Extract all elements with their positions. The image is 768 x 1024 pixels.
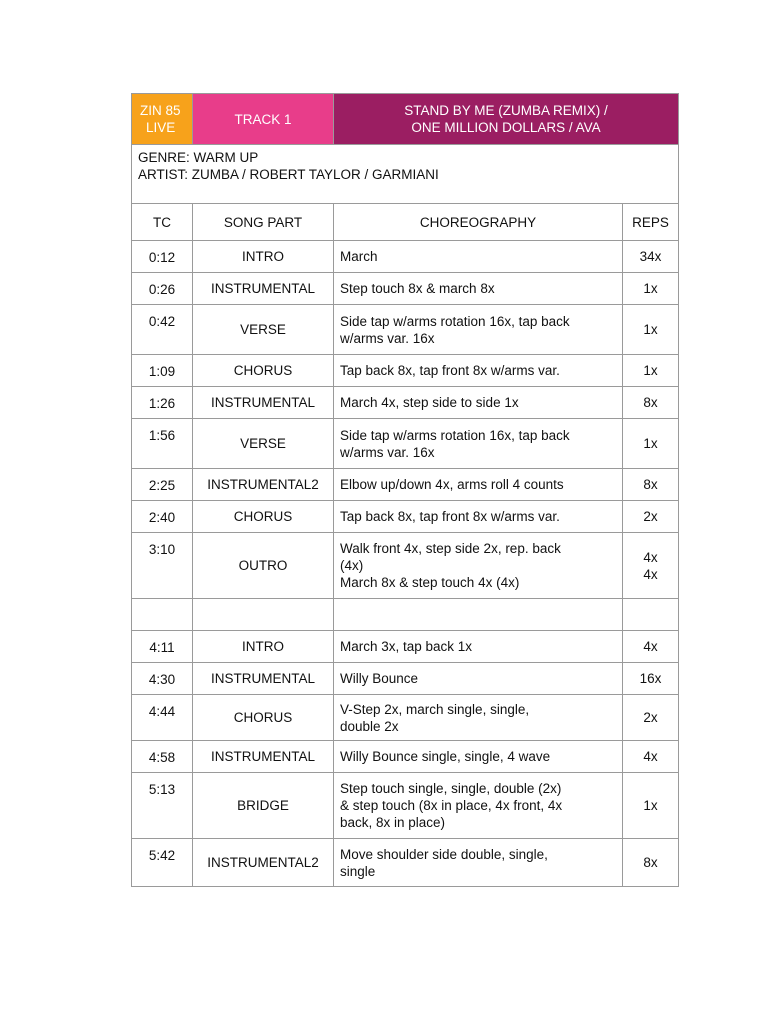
track-label: TRACK 1 <box>193 94 334 145</box>
choreography-cell <box>334 631 623 663</box>
reps-cell <box>623 305 679 355</box>
reps-line: 4x <box>643 549 658 565</box>
choreography-line: double 2x <box>340 718 399 734</box>
table-row <box>132 663 679 695</box>
choreography-cell <box>334 387 623 419</box>
zin-line: LIVE <box>146 120 176 135</box>
reps-line: 1x <box>643 798 658 813</box>
reps-cell <box>623 355 679 387</box>
reps-line: 1x <box>643 281 658 296</box>
table-row <box>132 355 679 387</box>
reps-cell <box>623 839 679 887</box>
choreography-line: w/arms var. 16x <box>340 444 435 460</box>
zin-line: ZIN 85 <box>140 103 181 118</box>
reps-cell <box>623 773 679 839</box>
reps-cell <box>623 501 679 533</box>
choreography-line: & step touch (8x in place, 4x front, 4x <box>340 798 563 813</box>
timecode-cell: 4:58 <box>132 741 193 773</box>
timecode-cell: 4:30 <box>132 663 193 695</box>
reps-cell <box>623 631 679 663</box>
table-row <box>132 419 679 469</box>
reps-line: 1x <box>643 436 658 451</box>
choreography-line: w/arms var. 16x <box>340 330 435 346</box>
reps-line: 8x <box>643 477 658 492</box>
column-header-choreo: CHOREOGRAPHY <box>334 204 623 241</box>
song-title-line: STAND BY ME (ZUMBA REMIX) / <box>404 103 608 118</box>
reps-line: 8x <box>643 855 658 870</box>
choreography-cell <box>334 839 623 887</box>
reps-cell <box>623 419 679 469</box>
choreography-line: March 4x, step side to side 1x <box>340 395 519 410</box>
choreography-line: back, 8x in place) <box>340 815 446 830</box>
choreography-cell <box>334 695 623 741</box>
info-cell <box>132 145 679 204</box>
reps-line: 4x <box>643 566 658 582</box>
choreography-line: V-Step 2x, march single, single, <box>340 701 530 717</box>
timecode-cell: 4:44 <box>132 695 193 741</box>
choreography-cell <box>334 241 623 273</box>
reps-cell <box>623 741 679 773</box>
table-row <box>132 305 679 355</box>
table-row <box>132 773 679 839</box>
choreography-cell <box>334 469 623 501</box>
header-row <box>132 94 679 145</box>
song-part-cell: CHORUS <box>193 355 334 387</box>
timecode-cell: 1:09 <box>132 355 193 387</box>
column-header-part: SONG PART <box>193 204 334 241</box>
table-row <box>132 631 679 663</box>
choreography-line: March <box>340 249 378 264</box>
song-part-cell: INSTRUMENTAL <box>193 663 334 695</box>
table-row <box>132 533 679 599</box>
song-part-cell: INTRO <box>193 631 334 663</box>
reps-line: 4x <box>643 639 658 654</box>
song-part-cell <box>193 599 334 631</box>
artist-text: ARTIST: ZUMBA / ROBERT TAYLOR / GARMIANI <box>138 167 439 182</box>
song-part-cell: INSTRUMENTAL2 <box>193 839 334 887</box>
table-row <box>132 741 679 773</box>
reps-line: 8x <box>643 395 658 410</box>
table-row <box>132 469 679 501</box>
column-header-tc: TC <box>132 204 193 241</box>
song-title-line: ONE MILLION DOLLARS / AVA <box>411 120 601 135</box>
reps-line: 1x <box>643 363 658 378</box>
song-part-cell: OUTRO <box>193 533 334 599</box>
choreography-line: Move shoulder side double, single, <box>340 846 548 862</box>
song-part-cell: INSTRUMENTAL2 <box>193 469 334 501</box>
column-header-reps: REPS <box>623 204 679 241</box>
choreography-table <box>131 93 679 887</box>
table-row <box>132 695 679 741</box>
choreography-sheet <box>131 93 678 887</box>
song-title <box>334 94 679 145</box>
choreography-cell <box>334 305 623 355</box>
timecode-cell: 1:56 <box>132 419 193 469</box>
choreography-line: Willy Bounce single, single, 4 wave <box>340 749 551 764</box>
table-row <box>132 599 679 631</box>
reps-cell <box>623 695 679 741</box>
choreography-cell <box>334 533 623 599</box>
timecode-cell: 4:11 <box>132 631 193 663</box>
song-part-cell: INSTRUMENTAL <box>193 387 334 419</box>
choreography-line: Side tap w/arms rotation 16x, tap back <box>340 313 570 329</box>
song-part-cell: BRIDGE <box>193 773 334 839</box>
song-part-cell: VERSE <box>193 305 334 355</box>
choreography-line: Elbow up/down 4x, arms roll 4 counts <box>340 477 564 492</box>
reps-line: 16x <box>639 671 662 686</box>
timecode-cell: 0:12 <box>132 241 193 273</box>
reps-cell <box>623 663 679 695</box>
choreography-cell <box>334 419 623 469</box>
timecode-cell: 3:10 <box>132 533 193 599</box>
choreography-line: Side tap w/arms rotation 16x, tap back <box>340 427 570 443</box>
song-part-cell: CHORUS <box>193 695 334 741</box>
choreography-line: March 3x, tap back 1x <box>340 639 473 654</box>
reps-cell <box>623 387 679 419</box>
reps-cell <box>623 273 679 305</box>
timecode-cell: 0:26 <box>132 273 193 305</box>
choreography-cell <box>334 741 623 773</box>
table-row <box>132 273 679 305</box>
reps-cell <box>623 469 679 501</box>
choreography-cell <box>334 355 623 387</box>
table-row <box>132 839 679 887</box>
table-row <box>132 501 679 533</box>
info-row <box>132 145 679 204</box>
choreography-cell <box>334 599 623 631</box>
reps-line: 1x <box>643 322 658 337</box>
choreography-line: Tap back 8x, tap front 8x w/arms var. <box>340 509 560 524</box>
timecode-cell: 2:25 <box>132 469 193 501</box>
song-part-cell: INSTRUMENTAL <box>193 273 334 305</box>
choreography-line: Willy Bounce <box>340 671 419 686</box>
timecode-cell: 1:26 <box>132 387 193 419</box>
reps-cell <box>623 599 679 631</box>
table-row <box>132 241 679 273</box>
song-part-cell: CHORUS <box>193 501 334 533</box>
reps-cell <box>623 241 679 273</box>
timecode-cell: 0:42 <box>132 305 193 355</box>
timecode-cell <box>132 599 193 631</box>
timecode-cell: 5:13 <box>132 773 193 839</box>
choreography-line: Step touch 8x & march 8x <box>340 281 495 296</box>
genre-text: GENRE: WARM UP <box>138 150 259 165</box>
column-header-row <box>132 204 679 241</box>
reps-line: 2x <box>643 509 658 524</box>
choreography-cell <box>334 663 623 695</box>
choreography-line: (4x) <box>340 558 364 573</box>
choreography-cell <box>334 773 623 839</box>
choreography-line: Walk front 4x, step side 2x, rep. back <box>340 541 561 556</box>
reps-cell <box>623 533 679 599</box>
choreography-cell <box>334 273 623 305</box>
choreography-cell <box>334 501 623 533</box>
choreography-line: single <box>340 863 376 879</box>
choreography-line: March 8x & step touch 4x (4x) <box>340 575 520 590</box>
timecode-cell: 5:42 <box>132 839 193 887</box>
song-part-cell: INTRO <box>193 241 334 273</box>
reps-line: 2x <box>643 710 658 725</box>
choreography-line: Tap back 8x, tap front 8x w/arms var. <box>340 363 560 378</box>
song-part-cell: VERSE <box>193 419 334 469</box>
song-part-cell: INSTRUMENTAL <box>193 741 334 773</box>
reps-line: 34x <box>639 249 662 264</box>
timecode-cell: 2:40 <box>132 501 193 533</box>
table-row <box>132 387 679 419</box>
zin-label <box>132 94 193 145</box>
reps-line: 4x <box>643 749 658 764</box>
choreography-line: Step touch single, single, double (2x) <box>340 781 562 796</box>
